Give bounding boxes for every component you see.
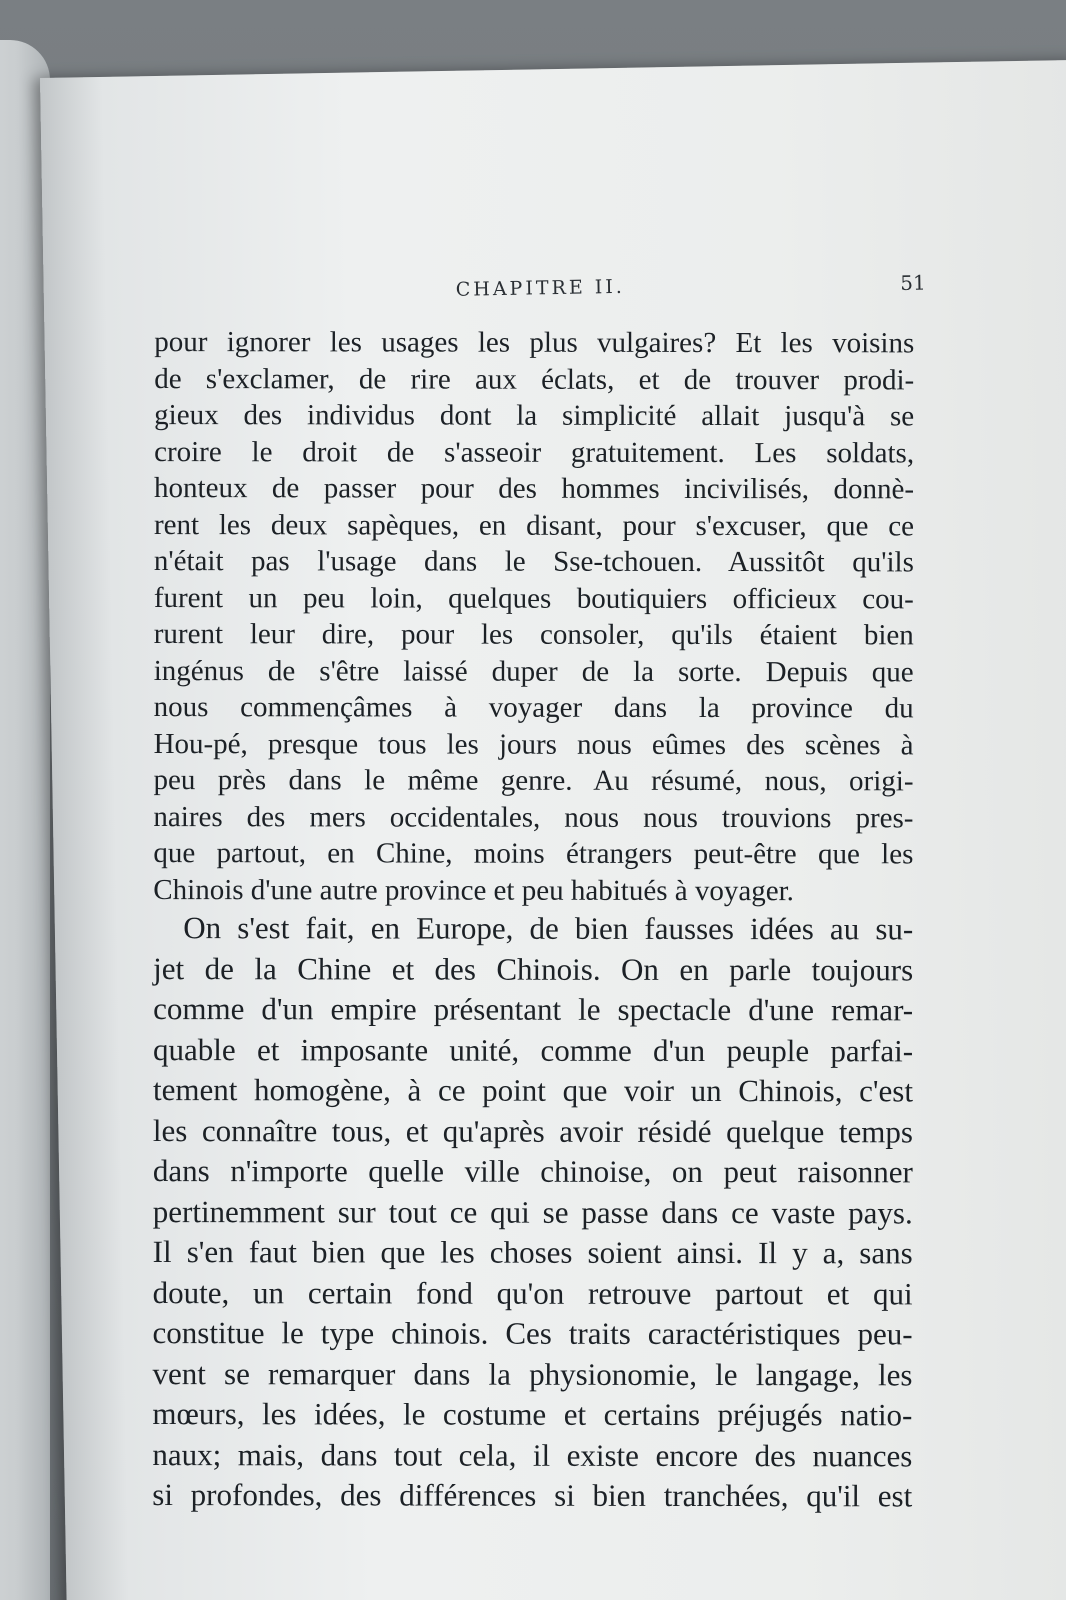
text-line: naires des mers occidentales, nous nous trouvions pres-: [153, 800, 914, 834]
text-line: nous commençâmes à voyager dans la province du: [153, 691, 914, 725]
text-line: furent un peu loin, quelques boutiquiers officieux cou-: [153, 581, 914, 615]
text-line: peu près dans le même genre. Au résumé, nous, origi-: [153, 764, 914, 798]
text-line: croire le droit de s'asseoir gratuitement. Les soldats,: [154, 435, 915, 469]
text-line: quable et imposante unité, comme d'un peuple parfai-: [153, 1031, 914, 1068]
text-line: gieux des individus dont la simplicité allait jusqu'à se: [154, 399, 915, 433]
text-line: que partout, en Chine, moins étrangers peut-être que les: [153, 837, 914, 871]
text-line: On s'est fait, en Europe, de bien fausses idées au su-: [183, 910, 914, 947]
text-line: Hou-pé, presque tous les jours nous eûmes des scènes à: [153, 727, 914, 761]
text-line: n'était pas l'usage dans le Sse-tchouen. Aussitôt qu'ils: [153, 545, 914, 579]
text-line: de s'exclamer, de rire aux éclats, et de trouver prodi-: [154, 362, 915, 396]
body-text: [152, 324, 914, 1517]
text-line: jet de la Chine et des Chinois. On en parle toujours: [153, 950, 914, 987]
text-line: naux; mais, dans tout cela, il existe encore des nuances: [152, 1436, 913, 1473]
running-header: [105, 263, 926, 317]
text-line: tement homogène, à ce point que voir un Chinois, c'est: [152, 1072, 914, 1109]
page-number: 51: [900, 270, 926, 296]
paragraph-1: [153, 324, 914, 909]
text-line: comme d'un empire présentant le spectacle d'une remar-: [153, 991, 914, 1028]
text-line: mœurs, les idées, le costume et certains préjugés natio-: [152, 1396, 913, 1433]
text-line: doute, un certain fond qu'on retrouve partout et qui: [152, 1274, 913, 1311]
text-line: constitue le type chinois. Ces traits caractéristiques peu-: [152, 1315, 913, 1352]
text-line: rurent leur dire, pour les consoler, qu'ils étaient bien: [153, 618, 914, 652]
paragraph-2: [152, 908, 913, 1517]
text-line: les connaître tous, et qu'après avoir résidé quelque temps: [152, 1112, 913, 1149]
book-page: [40, 60, 1066, 1600]
chapter-heading: CHAPITRE II.: [455, 275, 625, 301]
text-line: pour ignorer les usages les plus vulgaires? Et les voisins: [154, 326, 915, 360]
text-line: rent les deux sapèques, en disant, pour s'excuser, que ce: [153, 508, 914, 542]
text-line: honteux de passer pour des hommes incivilisés, donnè-: [153, 472, 915, 506]
text-line: si profondes, des différences si bien tranchées, qu'il est: [152, 1477, 913, 1514]
text-line: dans n'importe quelle ville chinoise, on peut raisonner: [152, 1153, 913, 1190]
text-line: Il s'en faut bien que les choses soient ainsi. Il y a, sans: [152, 1234, 913, 1271]
text-line: vent se remarquer dans la physionomie, le langage, les: [152, 1355, 913, 1392]
text-line: ingénus de s'être laissé duper de la sorte. Depuis que: [153, 654, 914, 688]
text-line: pertinemment sur tout ce qui se passe dans ce vaste pays.: [152, 1193, 913, 1230]
text-line: Chinois d'une autre province et peu habitués à voyager.: [153, 873, 794, 907]
